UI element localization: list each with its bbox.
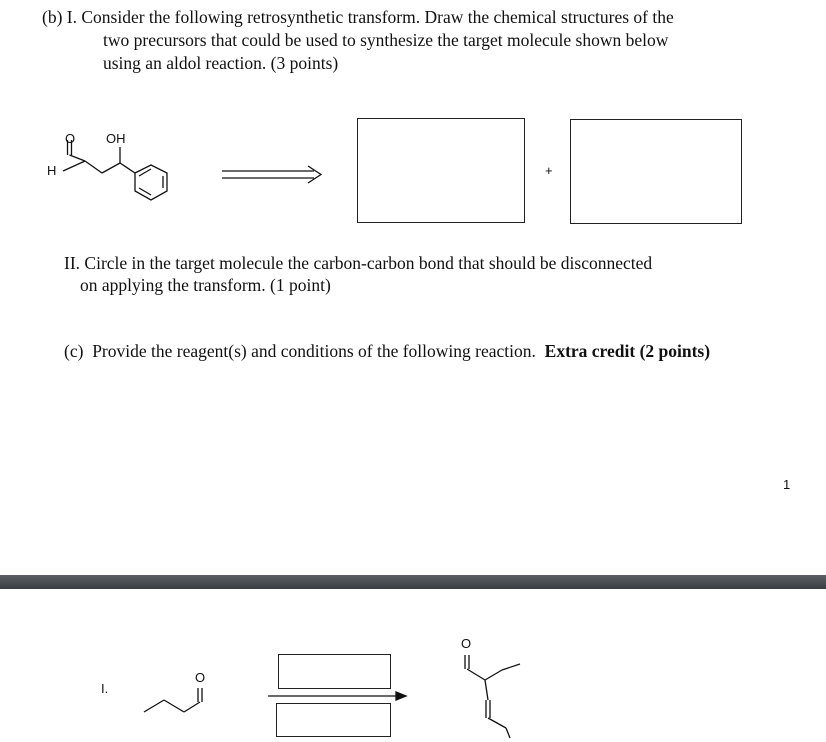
question-b1-text-1: Consider the following retrosynthetic transform. Draw the chemical structures of the xyxy=(81,7,674,27)
question-c-label: (c) xyxy=(64,341,84,361)
question-b1-line1 xyxy=(42,6,674,28)
atom-aldehyde-hydrogen: H xyxy=(47,163,57,178)
reagent-answer-box-top[interactable] xyxy=(278,654,391,689)
reagent-answer-box-bottom[interactable] xyxy=(276,703,391,737)
question-b2-line1: II. Circle in the target molecule the carbon-carbon bond that should be disconnected xyxy=(64,253,653,273)
reaction-arrow xyxy=(268,690,408,702)
reactant-molecule xyxy=(140,665,220,725)
page-number: 1 xyxy=(783,477,791,492)
atom-reactant-oxygen: O xyxy=(195,670,206,685)
question-b2-line2: on applying the transform. (1 point) xyxy=(80,275,331,295)
atom-carbonyl-oxygen: O xyxy=(65,131,76,146)
extra-credit-label: Extra credit (2 points) xyxy=(544,341,711,361)
reaction-item-label: I. xyxy=(101,681,109,696)
question-c xyxy=(64,340,710,362)
question-b1-line2: two precursors that could be used to synthesize the target molecule shown below xyxy=(103,30,669,50)
plus-sign: + xyxy=(545,163,553,178)
question-b1-label: (b) I. xyxy=(42,7,77,27)
precursor-2-answer-box[interactable] xyxy=(570,119,742,224)
question-c-text: Provide the reagent(s) and conditions of the following reaction. xyxy=(92,341,536,361)
atom-hydroxyl: OH xyxy=(106,131,126,146)
atom-product-oxygen: O xyxy=(461,636,472,651)
precursor-1-answer-box[interactable] xyxy=(357,118,525,223)
page-separator xyxy=(0,575,826,589)
question-b1-line3: using an aldol reaction. (3 points) xyxy=(103,53,339,73)
retrosynthetic-arrow xyxy=(222,166,332,186)
